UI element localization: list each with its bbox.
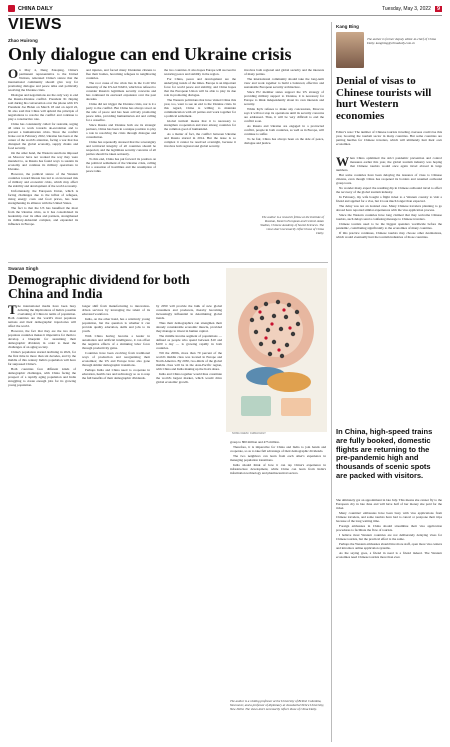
paragraph: Editor's note: The number of Chinese tourists traveling overseas could rise this year, boosting the tourism sector in many countries. But some countries are putting hurdles for Chinese travelers, which will ultimately hurt their own economies.: [336, 130, 442, 146]
paragraph: group to 800 million and 475 million.: [230, 440, 280, 444]
paragraph: China's population started declining in 2022, for the first time in more than six decades, and by the middle of this century India's population will have far surpassed China's.: [8, 350, 76, 366]
author-ukraine: Zhao Huirong: [8, 38, 38, 43]
paragraph: However, the fact that they are the two most populous countries makes it imperative for them to develop a blueprint for sustaining their demographic dividend, in order to meet the challenges of an aging society.: [8, 329, 76, 349]
headline-demography: Demographic dividend for both China and India: [8, 272, 190, 302]
paragraph: Foreign embassies in China should streamline their visa application procedures to facilitate the flow of tourists.: [336, 524, 442, 532]
paragraph: The fact is that the US has benefited the most from the Ukraine crisis, as it has consolidated its leadership over its allies and partners, strengthened its military-industrial complex, and expanded its influence in Europe.: [8, 206, 78, 226]
paragraph: China did not trigger the Ukraine crisis, nor is it a party to the conflict. But China has always stood on the side of peace and has been actively promoting peace talks, providing humanitarian aid and calling for a ceasefire.: [86, 102, 156, 122]
author-bio-ukraine: The author is a research fellow at the Institute of Russian, Eastern European and Central Asian Studies, Chinese Academy of Social Sciences. The views don't necessarily reflect those of China Daily.: [260, 215, 324, 235]
page-number: 9: [436, 5, 440, 12]
paragraph: With China having become a leader in automation and artificial intelligence, it can offset the negative effects of a shrinking labor force through productivity gains.: [82, 334, 150, 350]
paragraph: Unfortunately, the European Union, which is facing challenges due to the influx of refugees, rising energy costs and food prices, has been strengthening its alliance with the United States.: [8, 189, 78, 205]
masthead-bar: [8, 4, 442, 16]
paragraph: On the other hand, the Western sanctions imposed on Moscow have not worked the way they were intended to, as Russia has found ways to sustain its economy and continue its military operations in Ukraine.: [8, 151, 78, 171]
paragraph: The root cause of the crisis lies in the Cold War mentality of the US-led NATO, which has refused to consider Russia's legitimate security concerns and has continued its eastward expansion over the past decades.: [86, 81, 156, 101]
paragraph: As Russia and Ukraine are engaged in a protracted conflict, people in both countries, as well as in Europe, will continue to suffer.: [244, 124, 324, 136]
paragraph: India, on the other hand, has a relatively young population, but the question is whether it can provide quality education, skills and jobs to its youth.: [82, 317, 150, 333]
paragraph: Perhaps the Western embassies should hire more staff, open more visa centers and introduce online application systems.: [336, 542, 442, 550]
paragraph: Dialogue and negotiations are the only way to end the Russia-Ukraine conflict. President Xi Jinping said during his conversation over the phone with US President Joe Biden on March 18 and on April 22, Xi also said that China will uphold the principle of negotiations to resolve the conflict and continue to play a constructive role.: [8, 93, 78, 121]
paragraph: Perhaps India and China need to cooperate in education, health care and technology so as to reap the full benefits of their demographic dividends.: [82, 368, 150, 380]
paragraph: For China, peace and development are the underlying trends of the times. Europe is an important force for world peace and stability, and China hopes that the European Union will be able to play its due role in promoting dialogue.: [164, 77, 236, 97]
section-title: VIEWS: [8, 16, 63, 33]
ukraine-col-2: [86, 68, 156, 256]
editors-note: [336, 130, 442, 152]
demography-col-4: [230, 440, 326, 690]
illustration-credit: SONG CHEN / CHINA DAILY: [232, 432, 266, 435]
paragraph: No wonder many expect the resulting dip in Chinese outbound travel to affect the recovery of the global tourism industry.: [336, 186, 442, 194]
author-bio-demography: The author is a visiting professor at the University of British Columbia, Vancouver, and a professor of diplomacy at Jawaharlal Nehru University, New Delhi. The views don't necessarily reflect those of China Daily.: [230, 699, 324, 711]
paragraph: As a matter of fact, the conflict between Ukraine and Russia started in 2014. But the issue is so complex it cannot be resolved overnight, because it involves both regional and global security.: [164, 132, 236, 148]
author-tourism: Kang Bing: [336, 24, 359, 29]
paragraph: Chinese tourists used to be the biggest spenders worldwide before the pandemic, contributing significantly to the economies of many countries.: [336, 222, 442, 230]
paragraph: While Kyiv refuses to make any concessions, Moscow says it will not stop its operations until its security concerns are addressed. Thus, it will be very difficult to end the conflict soon.: [244, 107, 324, 123]
paragraph: the two countries. It also hopes Europe will succeed in restoring peace and stability in the region.: [164, 68, 236, 76]
brand: [8, 5, 53, 12]
article-divider: [8, 262, 328, 263]
dropcap: T: [8, 304, 17, 317]
dropcap: W: [336, 156, 349, 169]
paragraph: Countries have been evolving from traditional ways of production and reorganizing their economies; the US and Europe have also gone through similar demographic transitions.: [82, 351, 150, 367]
paragraph: hen China optimized the strict pandemic prevention and control measures earlier this year, the global tourism industry was hoping that Chinese tourists would once again travel abroad in large numbers.: [336, 156, 442, 172]
column-divider: [331, 22, 332, 742]
paragraph: involves both regional and global security and the interests of many parties.: [244, 68, 324, 76]
dateline: [382, 6, 442, 12]
paragraph: Global turmoil means that it is necessary to strengthen cooperation and trust among countries for the common good of humankind.: [164, 119, 236, 131]
paragraph: China has repeatedly stressed that the sovereignty and territorial integrity of all countries should be respected, and the legitimate security concerns of all parties should be taken seriously.: [86, 140, 156, 156]
paragraph: The delay was not an isolated case. Many Chinese travelers planning to go abroad have reported similar experiences with the visa application process.: [336, 204, 442, 212]
paragraph: Therefore, it is imperative for China and India to join hands and cooperate, so as to take full advantage of their demographic dividends.: [230, 445, 326, 453]
issue-date: Tuesday, May 3, 2022: [382, 5, 431, 12]
paragraph: I believe most Western countries are not deliberately delaying visas for Chinese tourists, but the practical effect is the same.: [336, 533, 442, 541]
paragraph: If this practice continues, Chinese tourists may choose other destinations, which would eventually hurt the tourism industries of those countries.: [336, 231, 442, 239]
paragraph: The middle income segment of populations — defined as people who spend between $10 and $100 a day — is growing rapidly in both countries.: [156, 334, 222, 350]
tourism-col-2: [336, 498, 442, 740]
paragraph: Since EU member states support the US strategy of providing military support to Ukraine, it is necessary for Europe to think independently about its own interests and security.: [244, 90, 324, 106]
paragraph: n May 4, Deng Xiaoping, China's permanent representative to the United Nations, reiterated China's stance that the international community should give way for promoting dialogue and peace talks and politically resolving the Ukraine crisis.: [8, 68, 78, 92]
paragraph: Since Russia and Ukraine both are its strategic partners, China has been in a unique position to play a role in resolving the crisis through dialogue and consultation.: [86, 123, 156, 139]
headline-tourism: Denial of visas to Chinese tourists will hurt Western economies: [336, 75, 432, 122]
paragraph: Since the Western countries have long claimed that they welcome Chinese tourists, such delays send a confusing message to Chinese travelers.: [336, 213, 442, 221]
paragraph: he international media have been busy debating the implications of India's possible overtaking of China in terms of population. Both countries are the world's most populous nations and their demographic trajectories will affect the world.: [8, 304, 76, 328]
paragraph: and injuries, and forced many Ukrainian citizens to flee their homes, becoming refugees in neighboring countries.: [86, 68, 156, 80]
paragraph: Many countries' embassies have been busy with visa applications from Chinese travelers, and some tourists have had to cancel or postpone their trips because of the long waiting time.: [336, 511, 442, 523]
author-photo: [336, 32, 364, 68]
demography-col-1: [8, 304, 76, 740]
demography-col-2: [82, 304, 150, 740]
paragraph: The Western politicians that have visited China this year, too, want to see an end to the Ukraine crisis. In this regard, China is willing to maintain communication with all parties and work together for a political settlement.: [164, 98, 236, 118]
paragraph: In February, my wife bought a flight ticket to a Western country to visit a friend and applied for a visa, but it took much longer than expected.: [336, 195, 442, 203]
dropcap: O: [8, 68, 19, 81]
paragraph: India should think of how it can tap China's experience in infrastructure development, while China can learn from India's information technology and pharmaceutical sectors.: [230, 463, 326, 475]
author-demography: Swaran Singh: [8, 266, 39, 271]
paragraph: Both countries face different kinds of demographic challenges, with China facing the prospect of a rapidly aging population and India struggling to create enough jobs for its growing young population.: [8, 367, 76, 387]
paragraph: But some countries have been delaying the issuance of visas to Chinese citizens, even though China has reopened its borders and resumed outbound group tours.: [336, 173, 442, 185]
paragraph: China has consistently called for restraint, urging all sides to work towards de-escalation and to prevent a humanitarian crisis. Since the conflict broke out in February 2022, Ukraine has been at the center of the world's attention, facing a war that has disrupted the global economy, supply chains and food security.: [8, 122, 78, 150]
paragraph: To be fair, China has always been on the side of peace, dialogue and justice.: [244, 137, 324, 145]
paragraph: However, the political stance of the Western countries toward Russia has led to an increased risk of military and economic crisis, which may affect the stability and development of the world economy.: [8, 172, 78, 188]
author-bio-tourism: The author is former deputy editor-in-chief of China Daily. kangbing@chinadaily.com.cn: [367, 37, 437, 45]
paragraph: She ultimately got an appointment in late July. This means she cannot fly to the European city in late June and will have half of her money she paid for the ticket.: [336, 498, 442, 510]
paragraph: As the saying goes, a friend in need is a friend indeed. The Western economies need Chinese tourists more than ever.: [336, 551, 442, 559]
ukraine-col-1: [8, 68, 78, 256]
editorial-illustration: [226, 268, 327, 432]
headline-ukraine: Only dialogue can end Ukraine crisis: [8, 44, 292, 64]
paragraph: longer shift from manufacturing to innovation-driven services by leveraging the talent of its educated workforce.: [82, 304, 150, 316]
paragraph: Till the 2000s, more than 70 percent of the world's middle class was located in Europe and North America. By 2030, two-thirds of the global middle class will be in the Asia-Pacific region, with China and India making up the lion's share.: [156, 351, 222, 371]
pull-quote: In China, high-speed trains are fully booked, domestic flights are returning to the pre-pandemic high and thousands of scenic spots are packed with visitors.: [336, 427, 433, 480]
tourism-col-1: [336, 156, 442, 422]
paragraph: To this end, China has put forward its position on the political settlement of the Ukraine crisis, calling for a cessation of hostilities and the resumption of peace talks.: [86, 157, 156, 173]
demography-col-3: [156, 304, 222, 740]
paragraph: India and China together would thus constitute the world's largest market, which would drive global economic growth.: [156, 372, 222, 384]
paragraph: by 2050 will provide the bulk of new global consumers and producers, thereby becoming increasingly influential in determining global trends.: [156, 304, 222, 320]
ukraine-col-3: [164, 68, 236, 256]
brand-name: CHINA DAILY: [18, 5, 53, 12]
paragraph: The international community should take the long-term view and work together to build a balanced, effective and sustainable European security architecture.: [244, 77, 324, 89]
ukraine-col-4: [244, 68, 324, 213]
brand-logo-icon: [8, 5, 15, 12]
paragraph: Thus their demographics can strengthen their already considerable economic muscle, provided they manage to invest in human capital.: [156, 321, 222, 333]
paragraph: The two neighbors can learn from each other's experience in managing population transitions.: [230, 454, 326, 462]
